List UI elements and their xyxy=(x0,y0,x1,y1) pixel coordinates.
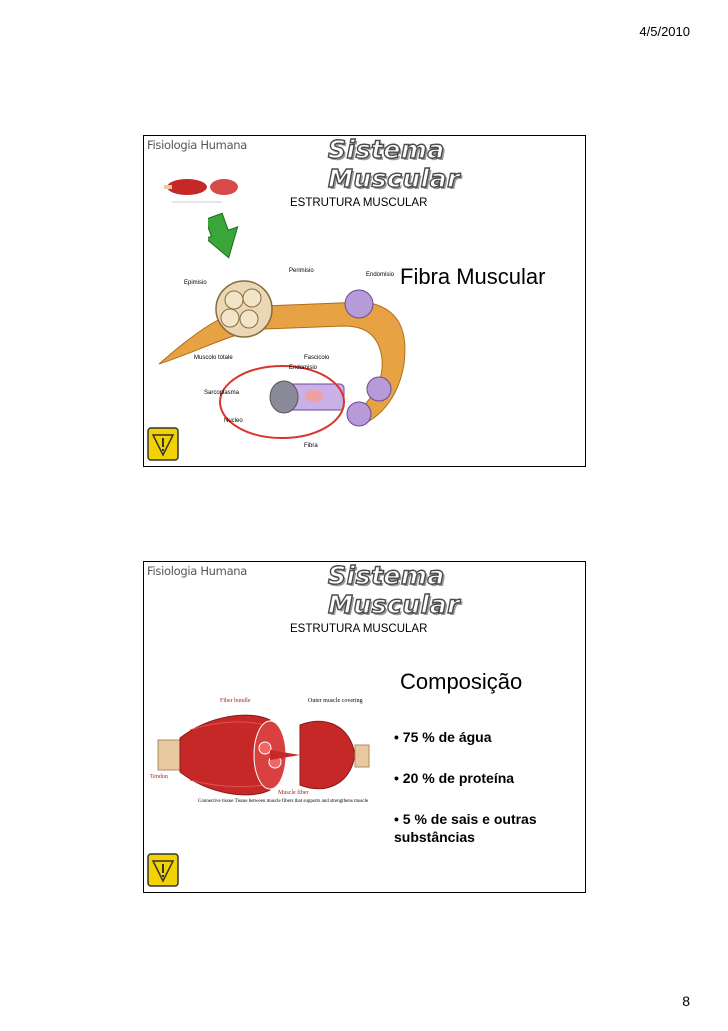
label-fascicolo: Fascicolo xyxy=(304,355,330,361)
label-endomisio: Endomisio xyxy=(366,272,395,278)
label-connective-tissue: Connective tissue Tissue between muscle fibers that supports and strengthens muscle xyxy=(198,799,369,804)
label-perimisio: Perimisio xyxy=(289,268,314,274)
heading-composicao: Composição xyxy=(400,669,523,694)
label-endomisio-2: Endomisio xyxy=(289,365,318,371)
page-number: 8 xyxy=(682,993,690,1009)
slide-title: Sistema Muscular xyxy=(328,561,460,619)
section-subtitle: ESTRUTURA MUSCULAR xyxy=(290,197,428,209)
label-fiber-bundle: Fiber bundle xyxy=(220,698,251,704)
label-muscolo-totale: Muscolo totale xyxy=(194,355,233,361)
label-nucleo: Nucleo xyxy=(224,418,243,424)
muscle-structure-diagram xyxy=(154,264,419,454)
course-label: Fisiologia Humana xyxy=(147,138,248,152)
composition-list xyxy=(394,728,584,869)
heading-fibra-muscular: Fibra Muscular xyxy=(400,264,546,289)
page-date: 4/5/2010 xyxy=(639,24,690,39)
label-outer-covering: Outer muscle covering xyxy=(308,698,363,704)
slide-title: Sistema Muscular xyxy=(328,135,460,193)
slide-1 xyxy=(143,135,586,467)
slide-2 xyxy=(143,561,586,893)
label-fibra: Fibra xyxy=(304,443,318,449)
list-item: • 20 % de proteína xyxy=(394,770,515,786)
label-sarcoplasma: Sarcoplasma xyxy=(204,390,240,396)
muscle-bundle-diagram xyxy=(150,690,370,820)
green-arrow-icon xyxy=(208,212,248,262)
warning-icon xyxy=(147,427,179,461)
label-tendon: Tendon xyxy=(150,774,168,780)
list-item: • 75 % de água xyxy=(394,729,492,745)
section-subtitle: ESTRUTURA MUSCULAR xyxy=(290,623,428,635)
course-label: Fisiologia Humana xyxy=(147,564,248,578)
muscle-thumbnail xyxy=(162,172,242,212)
warning-icon xyxy=(147,853,179,887)
label-epimisio: Epimisio xyxy=(184,280,207,286)
label-muscle-fiber: Muscle fiber xyxy=(278,790,309,796)
list-item: • 5 % de sais e outras substâncias xyxy=(394,811,537,845)
